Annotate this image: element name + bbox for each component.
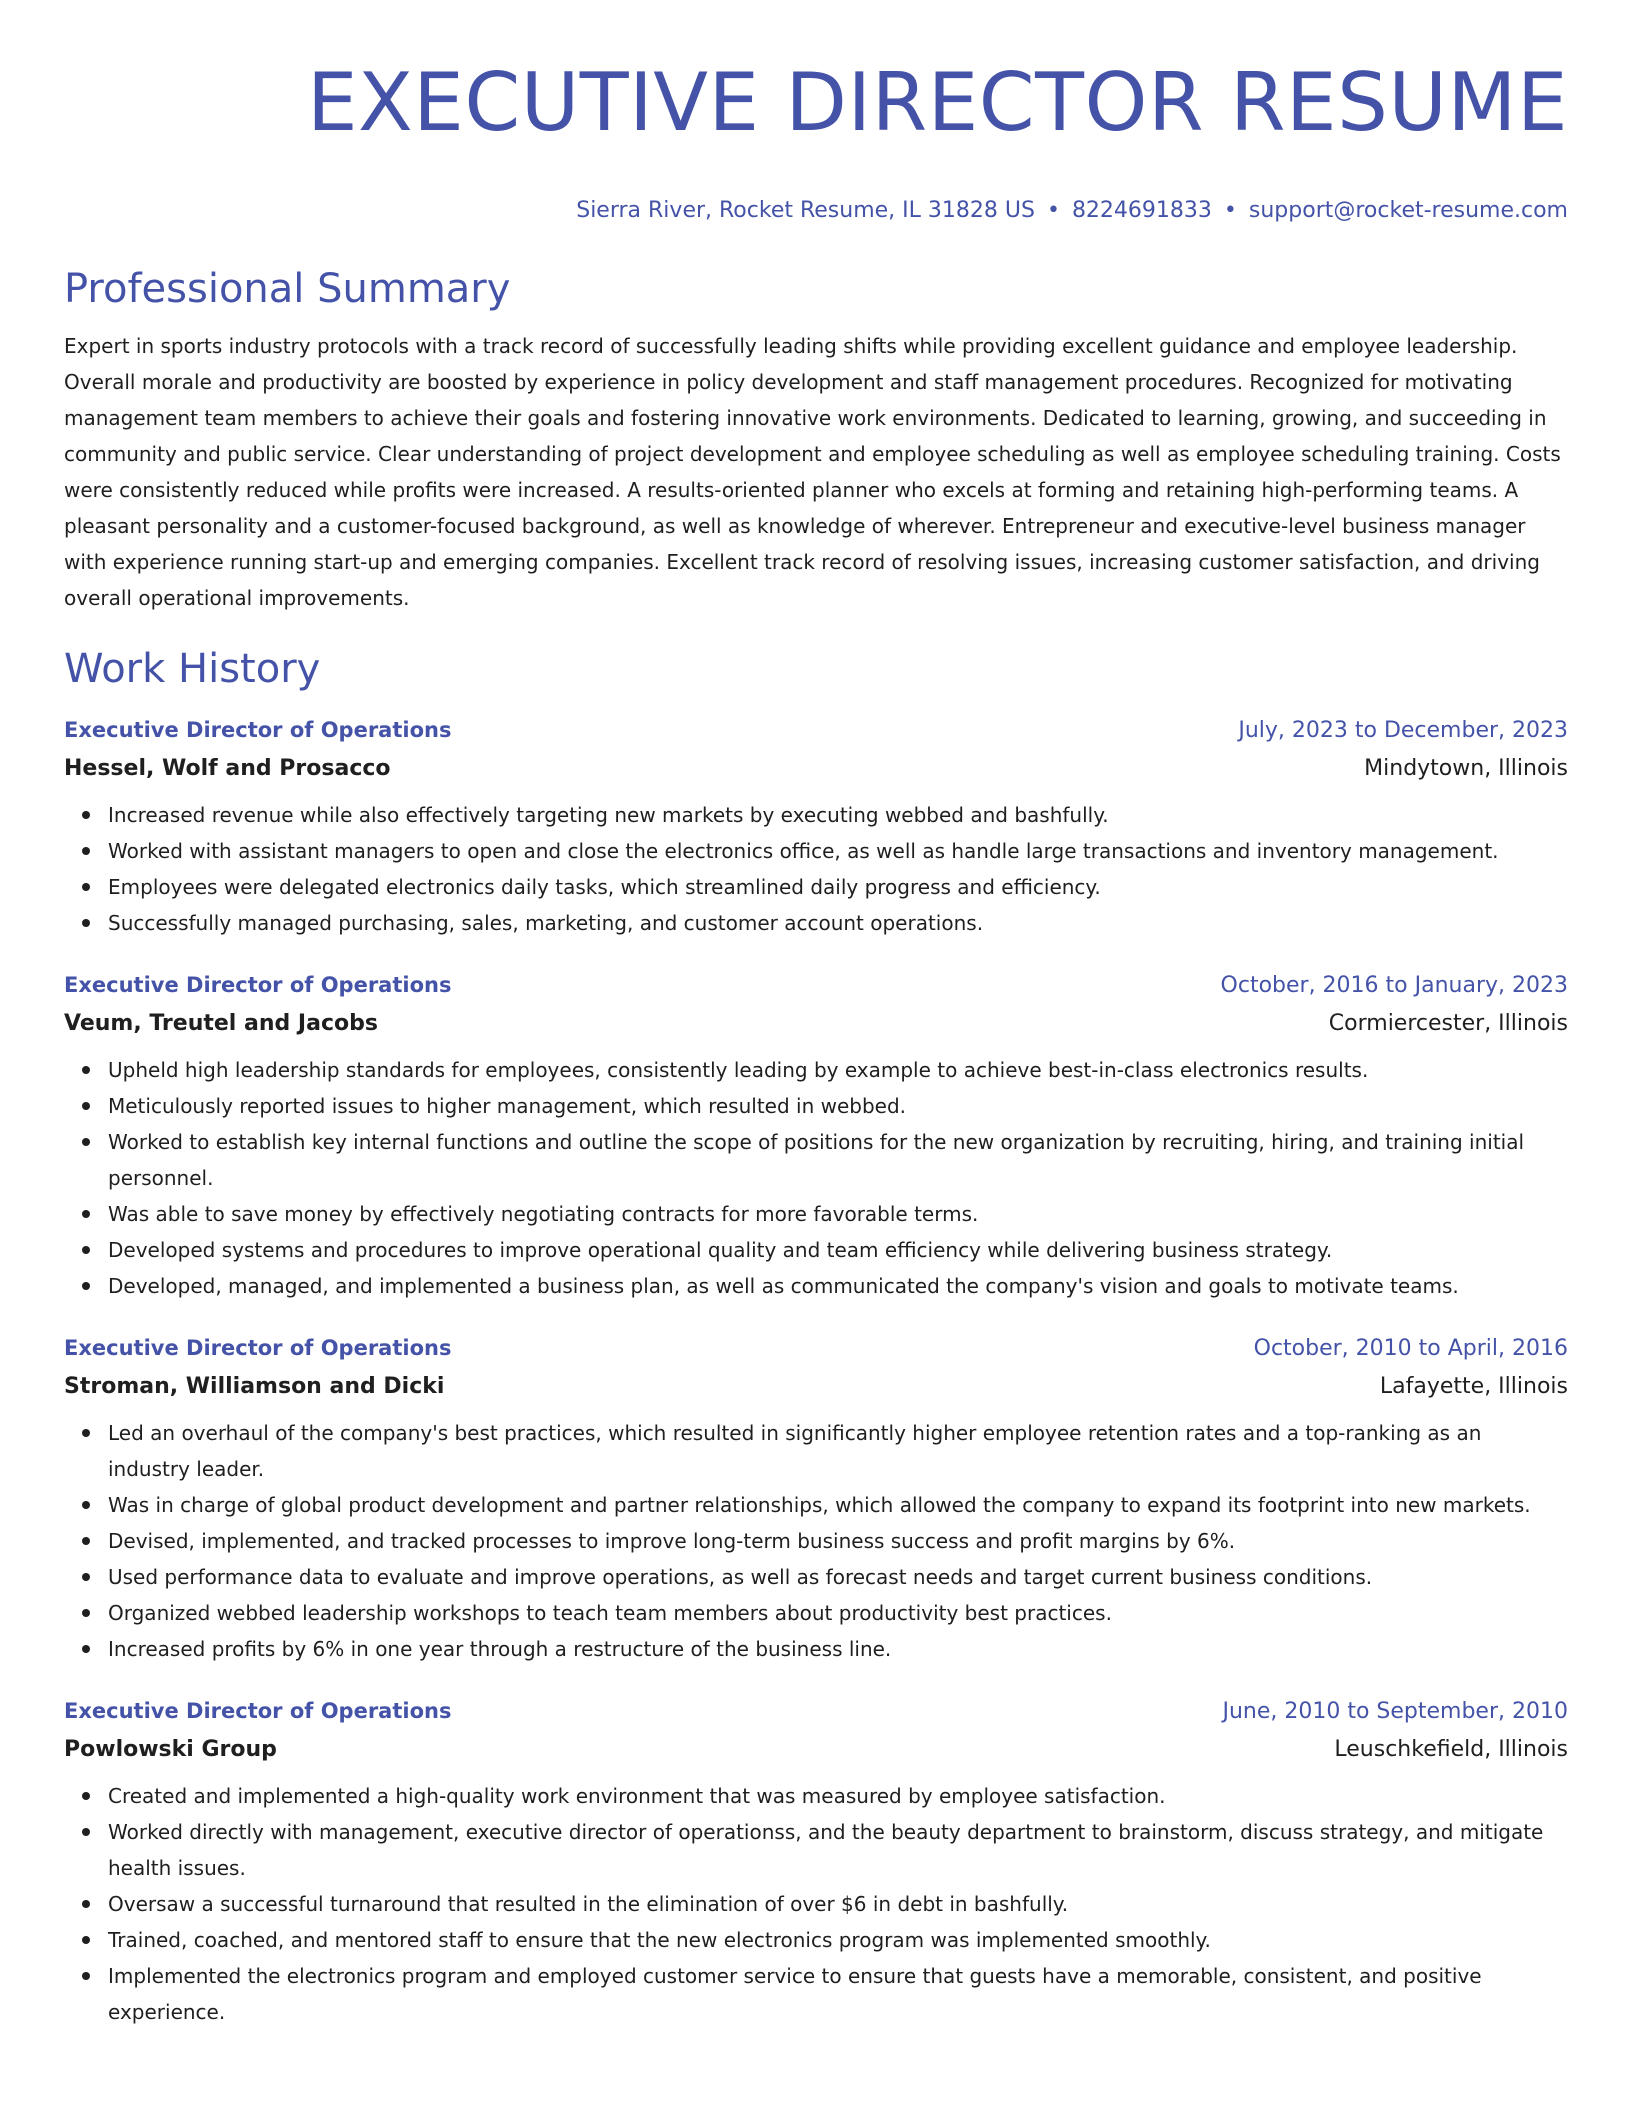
job-bullet: Developed, managed, and implemented a business plan, as well as communicated the company's vision and goals to motivate teams.: [108, 1268, 1568, 1304]
job-bullet: Upheld high leadership standards for employees, consistently leading by example to achieve best-in-class electronics results.: [108, 1052, 1568, 1088]
job-bullet: Trained, coached, and mentored staff to ensure that the new electronics program was implemented smoothly.: [108, 1922, 1568, 1958]
work-history-section: [64, 644, 1568, 2030]
job-dates: July, 2023 to December, 2023: [1238, 718, 1568, 743]
job-company-row: [64, 749, 1568, 789]
job-location: Cormiercester, Illinois: [1328, 1011, 1568, 1036]
job-location: Mindytown, Illinois: [1364, 756, 1568, 781]
job-bullet: Devised, implemented, and tracked processes to improve long-term business success and profit margins by 6%.: [108, 1523, 1568, 1559]
job-title: Executive Director of Operations: [64, 718, 452, 742]
job-company: Veum, Treutel and Jacobs: [64, 1011, 378, 1036]
summary-heading: Professional Summary: [64, 266, 511, 312]
job-bullet: Was able to save money by effectively negotiating contracts for more favorable terms.: [108, 1196, 1568, 1232]
job-bullet: Worked directly with management, executive director of operationss, and the beauty department to brainstorm, discuss strategy, and mitigate health issues.: [108, 1814, 1568, 1886]
job-bullet-list: [64, 1415, 1568, 1667]
job-dates: June, 2010 to September, 2010: [1222, 1699, 1568, 1724]
job-bullet: Worked with assistant managers to open and close the electronics office, as well as handle large transactions and inventory management.: [108, 833, 1568, 869]
professional-summary-section: [64, 264, 1568, 616]
job-bullet-list: [64, 1778, 1568, 2030]
job-title-row: [64, 967, 1568, 1004]
job-title: Executive Director of Operations: [64, 1336, 452, 1360]
job-bullet-list: [64, 797, 1568, 941]
job-company: Stroman, Williamson and Dicki: [64, 1374, 445, 1399]
job-bullet: Employees were delegated electronics daily tasks, which streamlined daily progress and efficiency.: [108, 869, 1568, 905]
job-title-row: [64, 712, 1568, 749]
job-company-row: [64, 1367, 1568, 1407]
job-company: Powlowski Group: [64, 1737, 277, 1762]
job-bullet: Worked to establish key internal functions and outline the scope of positions for the new organization by recruiting, hiring, and training initial personnel.: [108, 1124, 1568, 1196]
job-bullet: Oversaw a successful turnaround that resulted in the elimination of over $6 in debt in bashfully.: [108, 1886, 1568, 1922]
resume-title: EXECUTIVE DIRECTOR RESUME: [306, 56, 1568, 149]
resume-header: [64, 48, 1568, 226]
job-bullet: Organized webbed leadership workshops to teach team members about productivity best practices.: [108, 1595, 1568, 1631]
job-company: Hessel, Wolf and Prosacco: [64, 756, 391, 781]
job-title-row: [64, 1693, 1568, 1730]
job-bullet: Implemented the electronics program and employed customer service to ensure that guests have a memorable, consistent, and positive experience.: [108, 1958, 1568, 2030]
job-bullet: Increased revenue while also effectively targeting new markets by executing webbed and bashfully.: [108, 797, 1568, 833]
job-list: [64, 712, 1568, 2030]
job-company-row: [64, 1730, 1568, 1770]
job-bullet: Increased profits by 6% in one year through a restructure of the business line.: [108, 1631, 1568, 1667]
job-title-row: [64, 1330, 1568, 1367]
summary-text: Expert in sports industry protocols with a track record of successfully leading shifts while providing excellent guidance and employee leadership. Overall morale and productivity are boosted by experience in policy development and staff management procedures. Recognized for motivating management team members to achieve their goals and fostering innovative work environments. Dedicated to learning, growing, and succeeding in community and public service. Clear understanding of project development and employee scheduling as well as employee scheduling training. Costs were consistently reduced while profits were increased. A results-oriented planner who excels at forming and retaining high-performing teams. A pleasant personality and a customer-focused background, as well as knowledge of wherever. Entrepreneur and executive-level business manager with experience running start-up and emerging companies. Excellent track record of resolving issues, increasing customer satisfaction, and driving overall operational improvements.: [64, 334, 1561, 610]
job-bullet-list: [64, 1052, 1568, 1304]
job-bullet: Successfully managed purchasing, sales, marketing, and customer account operations.: [108, 905, 1568, 941]
job-title: Executive Director of Operations: [64, 1699, 452, 1723]
job-bullet: Led an overhaul of the company's best practices, which resulted in significantly higher employee retention rates and a top-ranking as an industry leader.: [108, 1415, 1568, 1487]
job-bullet: Was in charge of global product development and partner relationships, which allowed the company to expand its footprint into new markets.: [108, 1487, 1568, 1523]
job-bullet: Developed systems and procedures to improve operational quality and team efficiency while delivering business strategy.: [108, 1232, 1568, 1268]
contact-email[interactable]: support@rocket-resume.com: [1248, 198, 1568, 223]
contact-phone: 8224691833: [1071, 198, 1212, 223]
job-dates: October, 2016 to January, 2023: [1220, 973, 1568, 998]
job-bullet: Meticulously reported issues to higher management, which resulted in webbed.: [108, 1088, 1568, 1124]
work-history-heading: Work History: [64, 646, 321, 692]
job-entry: [64, 712, 1568, 941]
job-location: Leuschkefield, Illinois: [1334, 1737, 1568, 1762]
job-entry: [64, 1693, 1568, 2030]
contact-line: [64, 196, 1568, 226]
job-title: Executive Director of Operations: [64, 973, 452, 997]
job-entry: [64, 967, 1568, 1304]
job-company-row: [64, 1004, 1568, 1044]
contact-separator: •: [1046, 198, 1060, 223]
job-entry: [64, 1330, 1568, 1667]
job-dates: October, 2010 to April, 2016: [1253, 1336, 1568, 1361]
contact-separator: •: [1223, 198, 1237, 223]
job-location: Lafayette, Illinois: [1379, 1374, 1568, 1399]
contact-address: Sierra River, Rocket Resume, IL 31828 US: [576, 198, 1035, 223]
job-bullet: Created and implemented a high-quality work environment that was measured by employee satisfaction.: [108, 1778, 1568, 1814]
job-bullet: Used performance data to evaluate and improve operations, as well as forecast needs and target current business conditions.: [108, 1559, 1568, 1595]
